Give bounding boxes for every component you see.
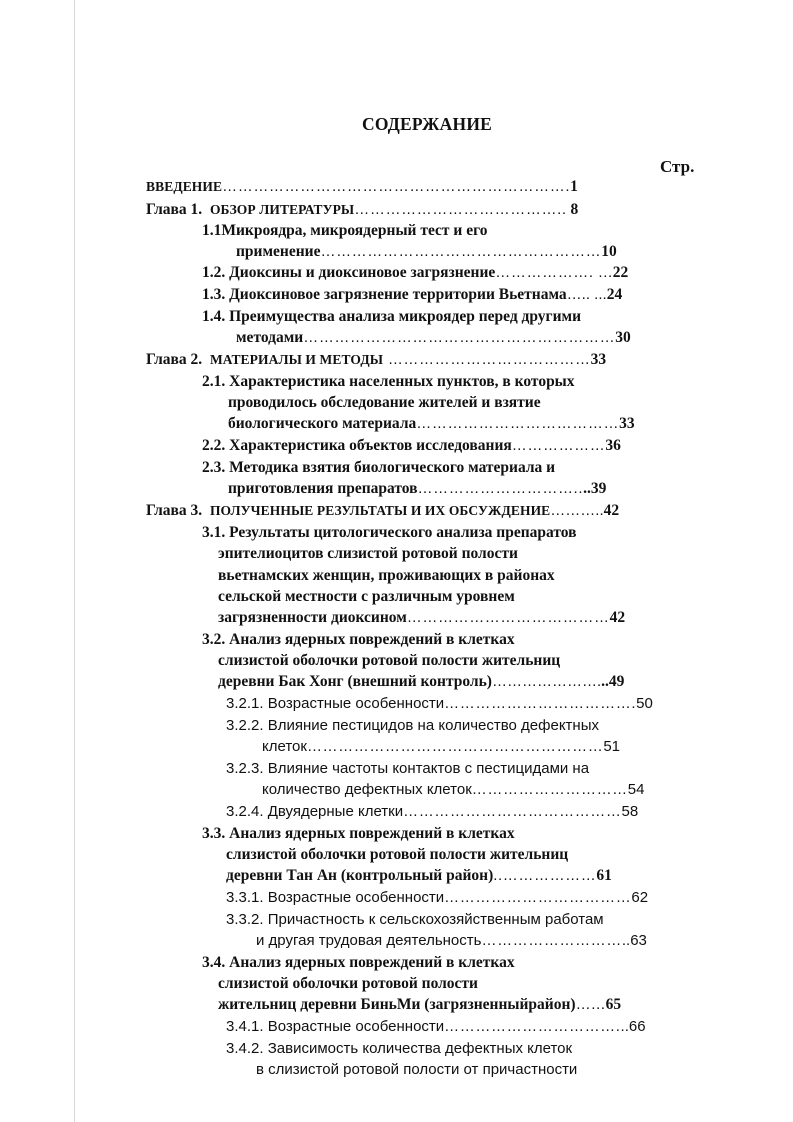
toc-entry-2-3-cont[interactable]: приготовления препаратов…………………………....39 — [228, 480, 607, 497]
toc-entry-3-1-cont[interactable]: сельской местности с различным уровнем — [218, 588, 515, 605]
toc-entry-3-3-2-cont[interactable]: и другая трудовая деятельность………………………..63 — [256, 932, 647, 949]
toc-entry-1-1-cont[interactable]: применение………………………………………………10 — [236, 243, 617, 260]
toc-entry-chapter-2[interactable]: Глава 2. МАТЕРИАЛЫ И МЕТОДЫ …………………………………33 — [146, 351, 607, 368]
toc-entry-intro[interactable]: ВВЕДЕНИЕ………………………………………………………….1 — [146, 178, 578, 195]
toc-entry-3-3-2[interactable]: 3.3.2. Причастность к сельскохозяйственным работам — [226, 911, 604, 928]
toc-entry-3-1-cont[interactable]: загрязненности диоксином…………………………………42 — [218, 609, 626, 626]
toc-entry-1-4[interactable]: 1.4. Преимущества анализа микроядер перед другими — [202, 308, 581, 325]
toc-entry-3-2-3[interactable]: 3.2.3. Влияние частоты контактов с пестицидами на — [226, 760, 590, 777]
toc-entry-2-1[interactable]: 2.1. Характеристика населенных пунктов, в которых — [202, 373, 575, 390]
toc-entry-3-2-cont[interactable]: слизистой оболочки ротовой полости жительниц — [218, 652, 561, 669]
toc-entry-3-3-cont[interactable]: деревни Тан Ан (контрольный район)..………………61 — [226, 867, 612, 884]
toc-entry-3-4-1[interactable]: 3.4.1. Возрастные особенности……………………………...66 — [226, 1018, 646, 1035]
toc-entry-2-2[interactable]: 2.2. Характеристика объектов исследования………………36 — [202, 437, 621, 454]
toc-entry-3-4-cont[interactable]: слизистой оболочки ротовой полости — [218, 975, 478, 992]
toc-entry-3-2-3-cont[interactable]: количество дефектных клеток…………………………54 — [262, 781, 645, 798]
toc-entry-3-1-cont[interactable]: эпителиоцитов слизистой ротовой полости — [218, 545, 518, 562]
toc-entry-3-2-2[interactable]: 3.2.2. Влияние пестицидов на количество дефектных — [226, 717, 599, 734]
toc-entry-3-4-cont[interactable]: жительниц деревни БиньМи (загрязненныйрайон)……65 — [218, 996, 622, 1013]
toc-entry-1-4-cont[interactable]: методами……………………………………………………30 — [236, 329, 631, 346]
toc-entry-1-2[interactable]: 1.2. Диоксины и диоксиновое загрязнение………………. ...22 — [202, 264, 629, 281]
toc-entry-2-1-cont[interactable]: проводилось обследование жителей и взятие — [228, 394, 541, 411]
toc-entry-chapter-1[interactable]: Глава 1. ОБЗОР ЛИТЕРАТУРЫ………………………………….. 8 — [146, 201, 579, 218]
toc-entry-3-4-2-cont[interactable]: в слизистой ротовой полости от причастности — [256, 1061, 578, 1078]
toc-entry-chapter-3[interactable]: Глава 3. ПОЛУЧЕННЫЕ РЕЗУЛЬТАТЫ И ИХ ОБСУЖДЕНИЕ………..42 — [146, 502, 620, 519]
toc-entry-3-1[interactable]: 3.1. Результаты цитологического анализа препаратов — [202, 524, 577, 541]
toc-entry-3-4[interactable]: 3.4. Анализ ядерных повреждений в клетках — [202, 954, 515, 971]
toc-entry-3-4-2[interactable]: 3.4.2. Зависимость количества дефектных клеток — [226, 1040, 573, 1057]
page-column-label: Стр. — [660, 157, 695, 176]
toc-entry-2-3[interactable]: 2.3. Методика взятия биологического материала и — [202, 459, 556, 476]
toc-entry-2-1-cont[interactable]: биологического материала…………………………………33 — [228, 415, 635, 432]
toc-entry-3-3-cont[interactable]: слизистой оболочки ротовой полости жительниц — [226, 846, 569, 863]
toc-entry-3-2-cont[interactable]: деревни Бак Хонг (внешний контроль)…………………...49 — [218, 673, 625, 690]
toc-entry-1-1[interactable]: 1.1Микроядра, микроядерный тест и его — [202, 222, 488, 239]
toc-entry-3-1-cont[interactable]: вьетнамских женщин, проживающих в районах — [218, 567, 555, 584]
toc-entry-3-3-1[interactable]: 3.3.1. Возрастные особенности………………………………62 — [226, 889, 649, 906]
toc-entry-3-2-4[interactable]: 3.2.4. Двуядерные клетки……………………………………58 — [226, 803, 639, 820]
toc-entry-3-2-2-cont[interactable]: клеток…………………………………………………51 — [262, 738, 621, 755]
toc-entry-3-2[interactable]: 3.2. Анализ ядерных повреждений в клетках — [202, 631, 515, 648]
toc-entry-3-3[interactable]: 3.3. Анализ ядерных повреждений в клетках — [202, 825, 515, 842]
toc-entry-3-2-1[interactable]: 3.2.1. Возрастные особенности……………………………….50 — [226, 695, 653, 712]
page-edge — [74, 0, 75, 1122]
toc-entry-1-3[interactable]: 1.3. Диоксиновое загрязнение территории Вьетнама….. ...24 — [202, 286, 623, 303]
